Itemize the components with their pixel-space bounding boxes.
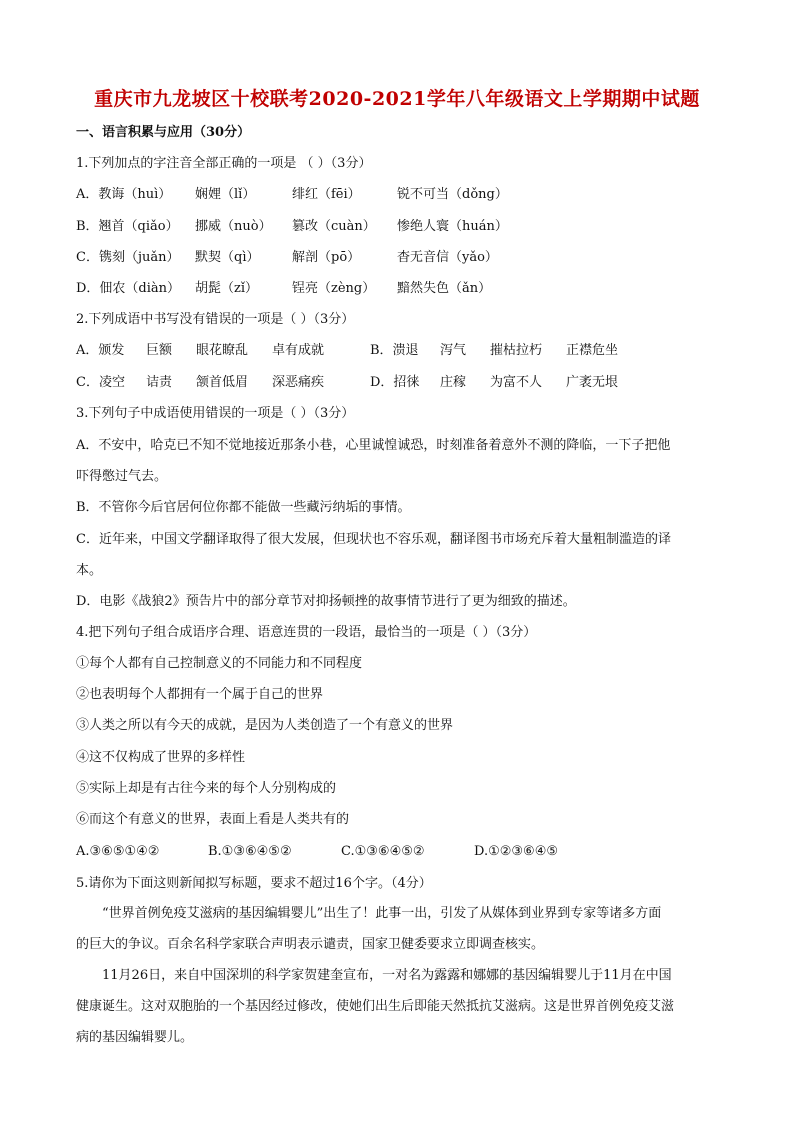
question-3-option-a: A．不安中，哈克已不知不觉地接近那条小巷，心里诚惶诚恐，时刻准备着意外不测的降临，一下子把他 — [76, 438, 671, 453]
option-word: 胡髭（zǐ） — [195, 281, 259, 296]
question-3-option-c: C．近年来，中国文学翻译取得了很大发展，但现状也不容乐观，翻译图书市场充斥着大量粗制滥造的译 — [76, 532, 671, 547]
question-5-stem: 5.请你为下面这则新闻拟写标题，要求不超过16个字。（4分） — [76, 876, 432, 891]
question-3-stem: 3.下列句子中成语使用错误的一项是（ ）（3分） — [76, 406, 355, 421]
option-word: A．教诲（huì） — [76, 187, 172, 202]
news-paragraph-1: “世界首例免疫艾滋病的基因编辑婴儿”出生了！此事一出，引发了从媒体到业界到专家等诸多方面 — [102, 906, 662, 921]
option-word: 广袤无垠 — [566, 375, 619, 390]
option-word: D．佃农（diàn） — [76, 281, 181, 296]
option-word: 深恶痛疾 — [272, 375, 325, 390]
question-4-options — [76, 843, 716, 861]
question-2-options-ab — [76, 342, 716, 360]
option-word: 为富不人 — [490, 375, 543, 390]
question-4-sentence: ①每个人都有自己控制意义的不同能力和不同程度 — [76, 656, 363, 671]
option-word: 惨绝人寰（huán） — [397, 219, 508, 234]
news-paragraph-2-end: 病的基因编辑婴儿。 — [76, 1030, 194, 1045]
news-paragraph-2: 11月26日，来自中国深圳的科学家贺建奎宣布，一对名为露露和娜娜的基因编辑婴儿于11月在中国 — [102, 968, 672, 983]
option-word: 泻气 — [440, 343, 467, 358]
answer-option-c: C.①③⑥④⑤② — [341, 844, 425, 859]
option-word: 解剖（pō） — [292, 250, 361, 265]
option-word: 摧枯拉朽 — [490, 343, 543, 358]
news-paragraph-2-cont: 健康诞生。这对双胞胎的一个基因经过修改，使她们出生后即能天然抵抗艾滋病。这是世界首例免疫艾滋 — [76, 999, 675, 1014]
option-word: 篡改（cuàn） — [292, 219, 376, 234]
option-word: C．凌空 — [76, 375, 125, 390]
question-4-stem: 4.把下列句子组合成语序合理、语意连贯的一段语，最恰当的一项是（ ）（3分） — [76, 625, 537, 640]
option-word: 锐不可当（dǒng） — [397, 187, 508, 202]
option-word: D．招徕 — [370, 375, 420, 390]
option-word: 眼花瞭乱 — [196, 343, 249, 358]
question-1-option-c — [76, 249, 716, 267]
question-4-sentence: ④这不仅构成了世界的多样性 — [76, 750, 246, 765]
option-word: C．镌刻（juǎn） — [76, 250, 180, 265]
section-heading: 一、语言积累与应用（30分） — [76, 125, 251, 140]
question-3-option-b: B．不管你今后官居何位你都不能做一些藏污纳垢的事情。 — [76, 500, 411, 515]
question-4-sentence: ③人类之所以有今天的成就，是因为人类创造了一个有意义的世界 — [76, 718, 454, 733]
option-word: 巨额 — [146, 343, 173, 358]
question-4-sentence: ⑤实际上却是有古往今来的每个人分别构成的 — [76, 781, 337, 796]
option-word: 锃亮（zèng） — [292, 281, 376, 296]
question-2-options-cd — [76, 374, 716, 392]
question-1-option-d — [76, 280, 716, 298]
option-word: 颔首低眉 — [196, 375, 249, 390]
option-word: B．溃退 — [370, 343, 419, 358]
answer-option-d: D.①②③⑥④⑤ — [474, 844, 559, 859]
answer-option-a: A.③⑥⑤①④② — [76, 844, 160, 859]
question-3-option-a-cont: 吓得憋过气去。 — [76, 469, 168, 484]
news-paragraph-1-cont: 的巨大的争议。百余名科学家联合声明表示谴责，国家卫健委要求立即调查核实。 — [76, 937, 545, 952]
question-1-stem: 1.下列加点的字注音全部正确的一项是 （ ）（3分） — [76, 156, 372, 171]
option-word: 挪威（nuò） — [195, 219, 272, 234]
option-word: 正襟危坐 — [566, 343, 619, 358]
option-word: 娴娌（lǐ） — [195, 187, 256, 202]
question-2-stem: 2.下列成语中书写没有错误的一项是（ ）（3分） — [76, 312, 355, 327]
option-word: A．颁发 — [76, 343, 125, 358]
question-1-option-a — [76, 186, 716, 204]
option-word: 杳无音信（yǎo） — [397, 250, 498, 265]
option-word: 卓有成就 — [272, 343, 325, 358]
question-4-sentence: ②也表明每个人都拥有一个属于自己的世界 — [76, 687, 324, 702]
page-title: 重庆市九龙坡区十校联考2020-2021学年八年级语文上学期期中试题 — [94, 88, 700, 110]
option-word: 绯红（fēi） — [292, 187, 361, 202]
question-1-option-b — [76, 218, 716, 236]
question-3-option-c-cont: 本。 — [76, 563, 103, 578]
option-word: B．翘首（qiǎo） — [76, 219, 179, 234]
option-word: 默契（qì） — [195, 250, 260, 265]
option-word: 黯然失色（ǎn） — [397, 281, 492, 296]
question-4-sentence: ⑥而这个有意义的世界，表面上看是人类共有的 — [76, 812, 350, 827]
answer-option-b: B.①③⑥④⑤② — [208, 844, 292, 859]
option-word: 庄稼 — [440, 375, 467, 390]
option-word: 诘责 — [146, 375, 173, 390]
question-3-option-d: D．电影《战狼2》预告片中的部分章节对抑扬顿挫的故事情节进行了更为细致的描述。 — [76, 594, 576, 609]
